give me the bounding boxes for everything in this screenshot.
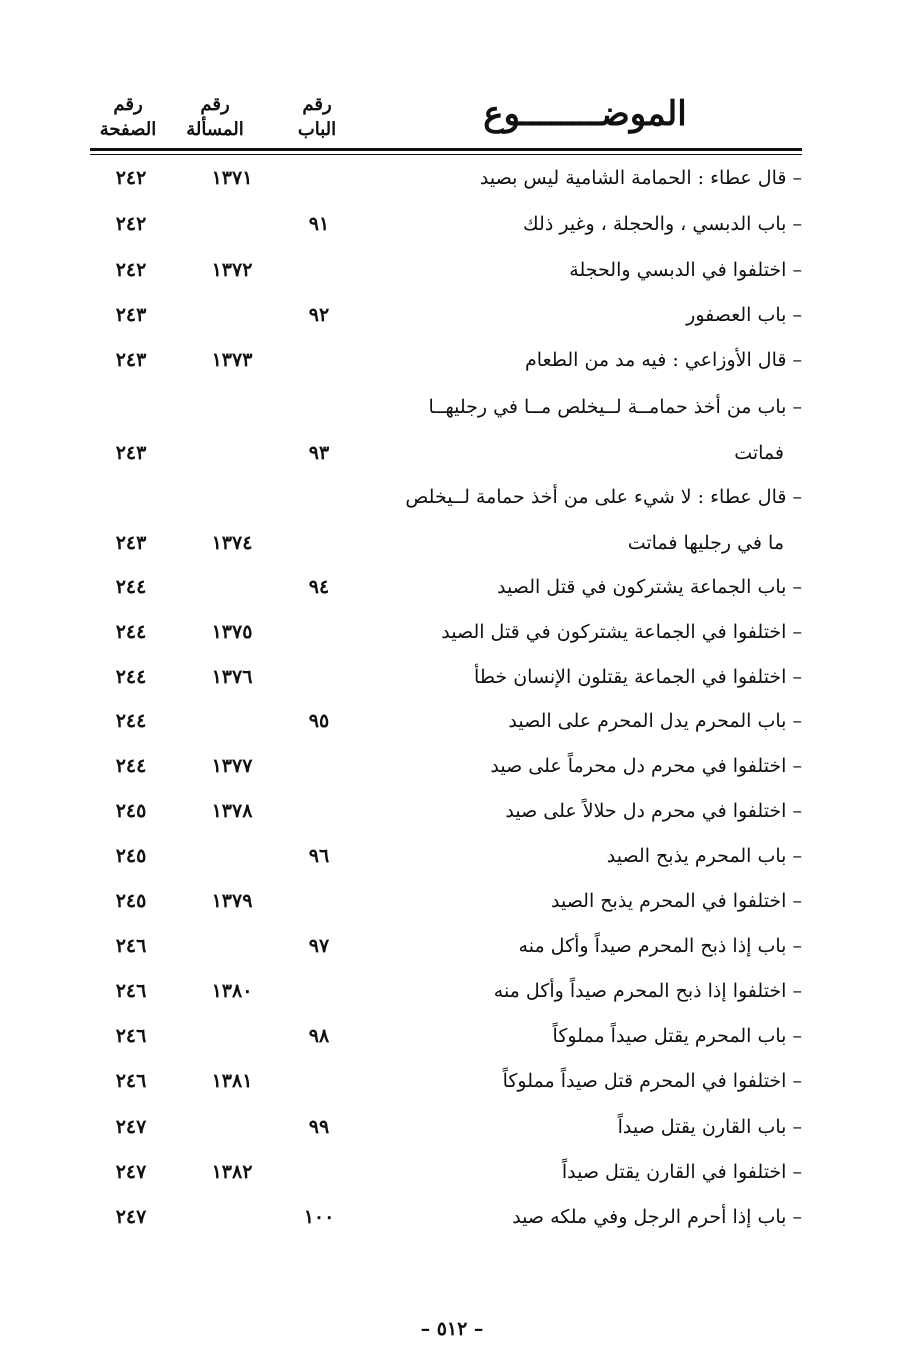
topic-line: – اختلفوا إذا ذبح المحرم صيداً وأكل منه: [493, 980, 802, 1002]
topic-cell: [372, 751, 802, 797]
header-bab-line2: الباب: [297, 119, 337, 140]
topic-cell: [372, 300, 802, 346]
page-number-cell: ٢٤٤: [115, 621, 147, 643]
masala-number-cell: ١٣٧٣: [211, 349, 253, 371]
table-row: [90, 662, 802, 708]
page-number-cell: ٢٤٣: [115, 304, 147, 326]
bab-number-cell: ٩٩: [308, 1116, 330, 1138]
topic-line: – باب العصفور: [686, 304, 802, 326]
topic-cell: [372, 931, 802, 977]
topic-line: – باب المحرم يذبح الصيد: [606, 845, 802, 867]
masala-number-cell: ١٣٧٨: [211, 800, 253, 822]
topic-line: – باب إذا أحرم الرجل وفي ملكه صيد: [512, 1206, 802, 1228]
topic-line: – اختلفوا في محرم دل محرماً على صيد: [490, 755, 802, 777]
masala-number-cell: ١٣٧٥: [211, 621, 253, 643]
bab-number-cell: ٩١: [308, 213, 330, 235]
masala-number-cell: ١٣٨١: [211, 1070, 253, 1092]
topic-cell: [372, 163, 802, 209]
table-row: [90, 751, 802, 797]
masala-number-cell: ١٣٧٢: [211, 259, 253, 281]
topic-cell: [372, 1202, 802, 1248]
topic-line: ما في رجليها فماتت: [627, 532, 784, 554]
topic-cell: [372, 706, 802, 752]
topic-cell: [372, 345, 802, 391]
page-number-cell: ٢٤٢: [115, 213, 147, 235]
page-number-cell: ٢٤٣: [115, 442, 147, 464]
masala-number-cell: ١٣٨٢: [211, 1161, 253, 1183]
table-row: [90, 255, 802, 301]
bab-number-cell: ٩٢: [308, 304, 330, 326]
table-row: [90, 163, 802, 209]
table-row: [90, 976, 802, 1022]
header-masala-number: [170, 92, 260, 142]
topic-line: – قال عطاء : الحمامة الشامية ليس بصيد: [479, 167, 802, 189]
topic-cell: [372, 976, 802, 1022]
page-number-cell: ٢٤٦: [115, 980, 147, 1002]
topic-cell: [372, 209, 802, 255]
bab-number-cell: ٩٦: [308, 845, 330, 867]
header-bab-number: [282, 92, 352, 142]
topic-line: – باب القارن يقتل صيداً: [617, 1116, 802, 1138]
table-row: [90, 392, 802, 484]
bab-number-cell: ٩٤: [308, 576, 330, 598]
topic-line: – اختلفوا في الجماعة يشتركون في قتل الصيد: [441, 621, 802, 643]
header-page-line1: رقم: [113, 94, 143, 115]
page-number-cell: ٢٤٤: [115, 666, 147, 688]
page-number-cell: ٢٤٥: [115, 845, 147, 867]
header-topic: الموضــــــــوع: [483, 94, 687, 134]
masala-number-cell: ١٣٧١: [211, 167, 253, 189]
topic-line: – باب إذا ذبح المحرم صيداً وأكل منه: [518, 935, 802, 957]
topic-cell: [372, 482, 802, 574]
topic-line: – قال الأوزاعي : فيه مد من الطعام: [525, 349, 802, 371]
header-masala-line1: رقم: [200, 94, 230, 115]
table-row: [90, 841, 802, 887]
page-number-cell: ٢٤٤: [115, 755, 147, 777]
page-number-cell: ٢٤٤: [115, 710, 147, 732]
topic-line: – اختلفوا في المحرم يذبح الصيد: [551, 890, 802, 912]
page-number-cell: ٢٤٤: [115, 576, 147, 598]
header-divider-thick: [90, 148, 802, 151]
topic-line: فماتت: [734, 442, 784, 464]
topic-cell: [372, 572, 802, 618]
page-number-cell: ٢٤٣: [115, 532, 147, 554]
topic-cell: [372, 796, 802, 842]
topic-line: – اختلفوا في الدبسي والحجلة: [569, 259, 802, 281]
table-row: [90, 1021, 802, 1067]
topic-line: – باب المحرم يقتل صيداً مملوكاً: [552, 1025, 802, 1047]
table-row: [90, 1157, 802, 1203]
table-row: [90, 706, 802, 752]
topic-cell: [372, 841, 802, 887]
topic-cell: [372, 1066, 802, 1112]
page-number-cell: ٢٤٢: [115, 259, 147, 281]
page-number-cell: ٢٤٧: [115, 1161, 147, 1183]
page-number-cell: ٢٤٦: [115, 1070, 147, 1092]
header-divider-thin: [90, 154, 802, 155]
table-row: [90, 796, 802, 842]
topic-cell: [372, 255, 802, 301]
masala-number-cell: ١٣٧٦: [211, 666, 253, 688]
header-page-line2: الصفحة: [99, 119, 157, 140]
header-bab-line1: رقم: [302, 94, 332, 115]
table-row: [90, 209, 802, 255]
table-row: [90, 1112, 802, 1158]
header-masala-line2: المسألة: [186, 119, 244, 140]
table-row: [90, 300, 802, 346]
table-row: [90, 886, 802, 932]
topic-line: – باب المحرم يدل المحرم على الصيد: [508, 710, 802, 732]
page-number-footer: – ٥١٢ –: [420, 1318, 484, 1340]
topic-line: – باب من أخذ حمامــة لــيخلص مــا في رجليهــا: [428, 396, 802, 418]
page-number-cell: ٢٤٢: [115, 167, 147, 189]
page-number-cell: ٢٤٥: [115, 890, 147, 912]
page-number-cell: ٢٤٧: [115, 1116, 147, 1138]
masala-number-cell: ١٣٨٠: [211, 980, 253, 1002]
table-row: [90, 482, 802, 574]
topic-line: – اختلفوا في الجماعة يقتلون الإنسان خطأ: [474, 666, 802, 688]
header-page-number: [92, 92, 164, 142]
bab-number-cell: ٩٨: [308, 1025, 330, 1047]
bab-number-cell: ١٠٠: [303, 1206, 335, 1228]
page-number-cell: ٢٤٧: [115, 1206, 147, 1228]
page-number-cell: ٢٤٥: [115, 800, 147, 822]
table-row: [90, 617, 802, 663]
topic-cell: [372, 1021, 802, 1067]
table-row: [90, 572, 802, 618]
page-number-cell: ٢٤٦: [115, 1025, 147, 1047]
topic-cell: [372, 1112, 802, 1158]
topic-line: – اختلفوا في محرم دل حلالاً على صيد: [505, 800, 802, 822]
bab-number-cell: ٩٣: [308, 442, 330, 464]
bab-number-cell: ٩٥: [308, 710, 330, 732]
topic-cell: [372, 886, 802, 932]
topic-line: – اختلفوا في القارن يقتل صيداً: [561, 1161, 802, 1183]
topic-cell: [372, 392, 802, 484]
topic-line: – باب الجماعة يشتركون في قتل الصيد: [497, 576, 802, 598]
masala-number-cell: ١٣٧٧: [211, 755, 253, 777]
topic-line: – باب الدبسي ، والحجلة ، وغير ذلك: [523, 213, 802, 235]
masala-number-cell: ١٣٧٤: [211, 532, 253, 554]
table-row: [90, 345, 802, 391]
topic-line: – قال عطاء : لا شيء على من أخذ حمامة لــيخلص: [405, 486, 802, 508]
bab-number-cell: ٩٧: [308, 935, 330, 957]
masala-number-cell: ١٣٧٩: [211, 890, 253, 912]
topic-cell: [372, 662, 802, 708]
page-number-cell: ٢٤٦: [115, 935, 147, 957]
topic-line: – اختلفوا في المحرم قتل صيداً مملوكاً: [502, 1070, 802, 1092]
table-row: [90, 931, 802, 977]
topic-cell: [372, 617, 802, 663]
table-row: [90, 1066, 802, 1112]
topic-cell: [372, 1157, 802, 1203]
table-row: [90, 1202, 802, 1248]
page-number-cell: ٢٤٣: [115, 349, 147, 371]
